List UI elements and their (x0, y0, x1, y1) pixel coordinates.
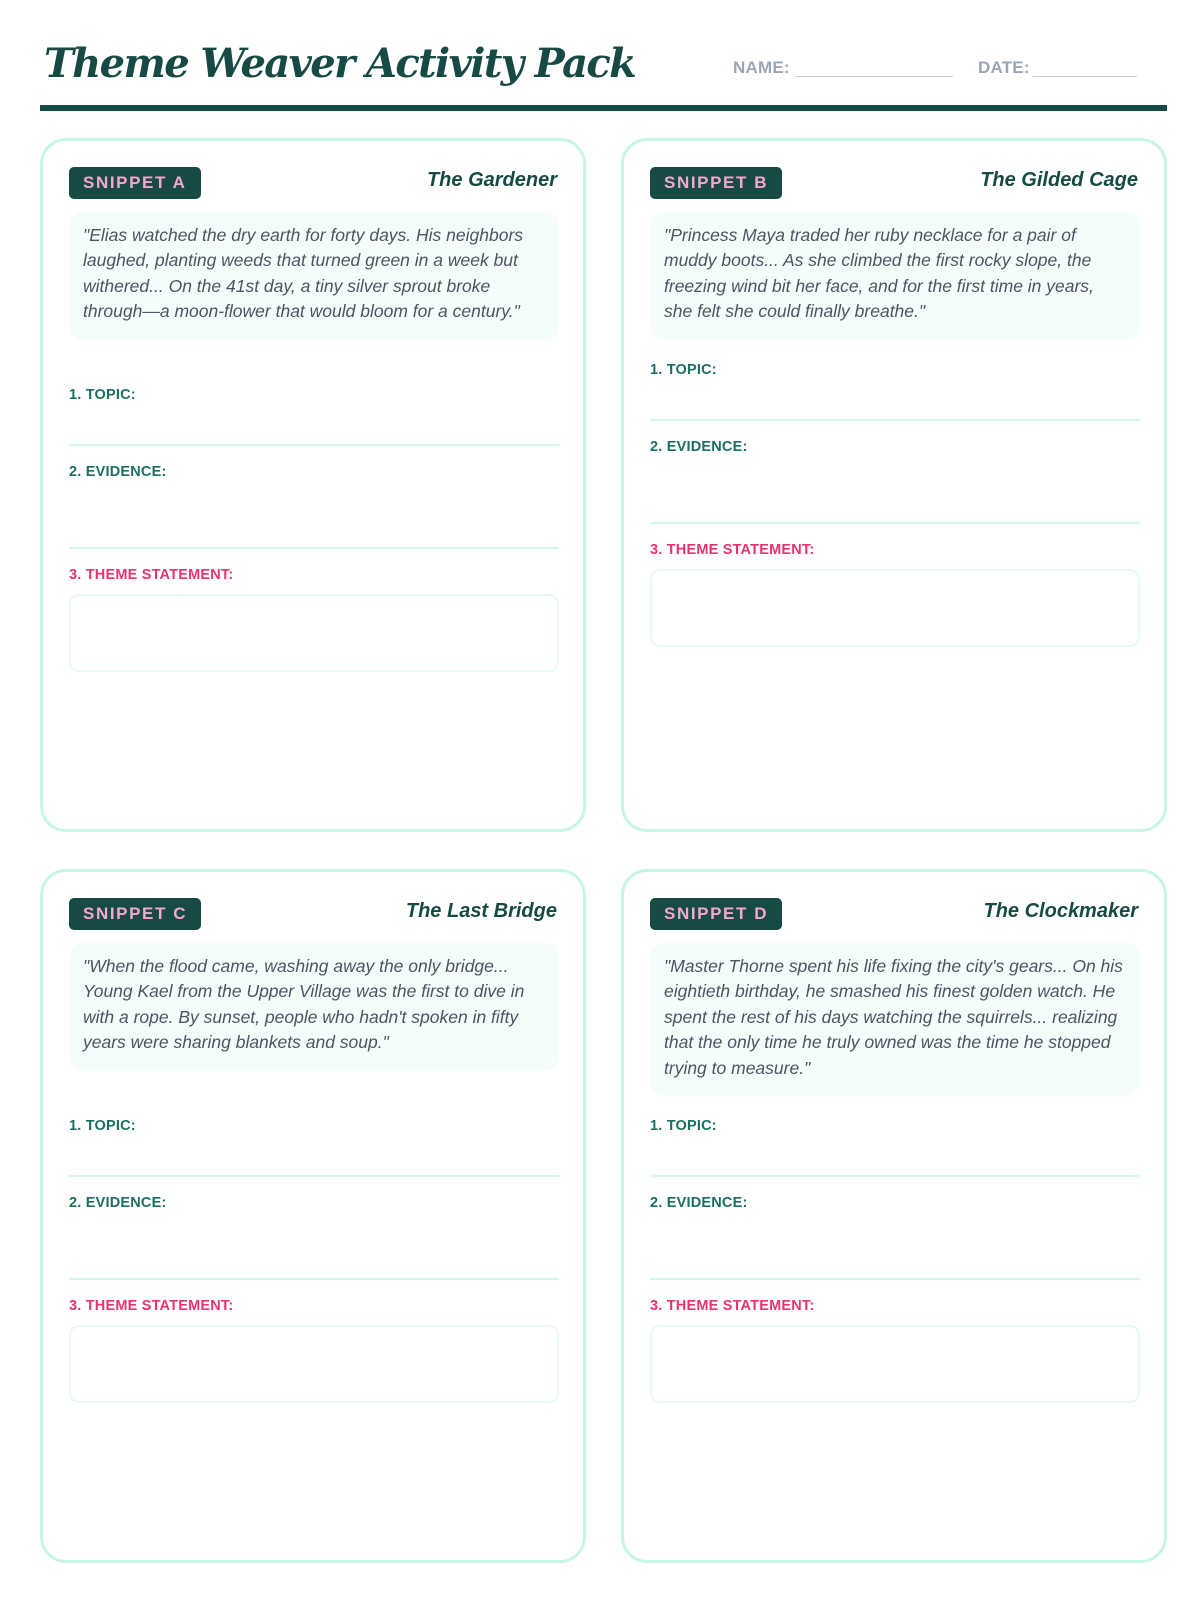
page-header (40, 38, 1167, 110)
snippet-quote: "When the flood came, washing away the only bridge... Young Kael from the Upper Village was the first to dive in with a rope. By sunset, people who hadn't spoken in fifty years were sharing blankets and soup." (69, 943, 559, 1071)
snippet-card-c (40, 869, 586, 1563)
evidence-label: 2. EVIDENCE: (69, 1195, 167, 1211)
snippet-title: The Gilded Cage (980, 169, 1138, 191)
topic-answer-line[interactable] (69, 1175, 559, 1177)
snippet-badge: SNIPPET B (650, 167, 782, 199)
page-title: Theme Weaver Activity Pack (44, 40, 636, 87)
snippet-quote: "Elias watched the dry earth for forty days. His neighbors laughed, planting weeds that turned green in a week but withered... On the 41st day, a tiny silver sprout broke through—a moon-flower that would bloom for a century." (69, 212, 559, 340)
theme-statement-label: 3. THEME STATEMENT: (69, 567, 234, 583)
evidence-label: 2. EVIDENCE: (650, 439, 748, 455)
evidence-label: 2. EVIDENCE: (69, 464, 167, 480)
theme-statement-box[interactable] (69, 1325, 559, 1403)
header-divider (40, 105, 1167, 111)
snippet-title: The Gardener (426, 169, 557, 191)
snippet-card-a (40, 138, 586, 832)
snippet-quote: "Princess Maya traded her ruby necklace for a pair of muddy boots... As she climbed the first rocky slope, the freezing wind bit her face, and for the first time in years, she felt she could finally breathe." (650, 212, 1140, 340)
theme-statement-box[interactable] (650, 569, 1140, 647)
evidence-answer-line[interactable] (650, 1278, 1140, 1280)
snippet-quote: "Master Thorne spent his life fixing the city's gears... On his eightieth birthday, he smashed his finest golden watch. He spent the rest of his days watching the squirrels... realizing that the only time he truly owned was the time he stopped trying to measure." (650, 943, 1140, 1096)
topic-label: 1. TOPIC: (69, 1118, 136, 1134)
theme-statement-box[interactable] (69, 594, 559, 672)
topic-answer-line[interactable] (650, 1175, 1140, 1177)
evidence-answer-line[interactable] (69, 1278, 559, 1280)
theme-statement-label: 3. THEME STATEMENT: (69, 1298, 234, 1314)
snippet-badge: SNIPPET D (650, 898, 782, 930)
topic-answer-line[interactable] (69, 444, 559, 446)
theme-statement-label: 3. THEME STATEMENT: (650, 542, 815, 558)
date-label: DATE: (978, 58, 1030, 77)
snippet-badge: SNIPPET A (69, 167, 201, 199)
snippet-card-b (621, 138, 1167, 832)
topic-answer-line[interactable] (650, 419, 1140, 421)
topic-label: 1. TOPIC: (69, 387, 136, 403)
snippet-badge: SNIPPET C (69, 898, 201, 930)
evidence-answer-line[interactable] (650, 522, 1140, 524)
topic-label: 1. TOPIC: (650, 1118, 717, 1134)
snippet-title: The Last Bridge (405, 900, 557, 922)
snippet-card-d (621, 869, 1167, 1563)
snippet-title: The Clockmaker (983, 900, 1138, 922)
theme-statement-label: 3. THEME STATEMENT: (650, 1298, 815, 1314)
evidence-label: 2. EVIDENCE: (650, 1195, 748, 1211)
date-field[interactable] (1033, 76, 1137, 77)
evidence-answer-line[interactable] (69, 547, 559, 549)
topic-label: 1. TOPIC: (650, 362, 717, 378)
name-field[interactable] (796, 76, 953, 77)
theme-statement-box[interactable] (650, 1325, 1140, 1403)
name-label: NAME: (733, 58, 790, 77)
